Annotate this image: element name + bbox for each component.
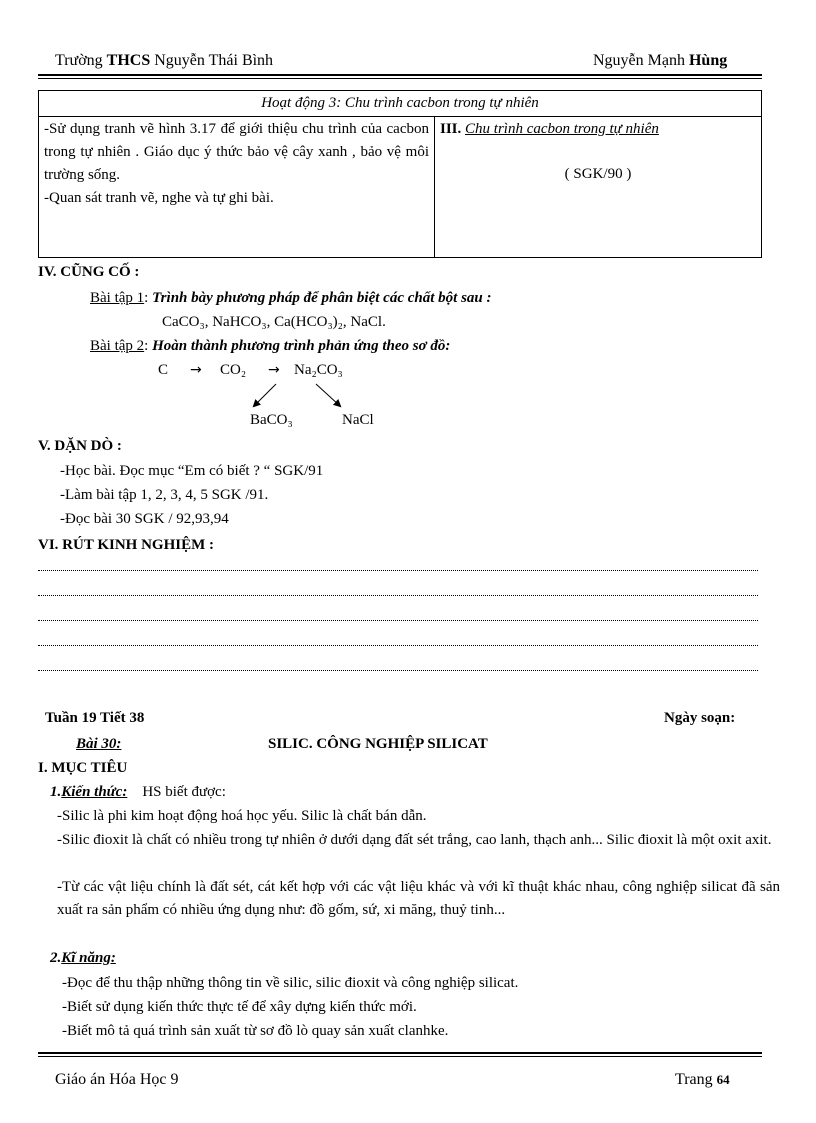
knowledge-item-2: -Silic đioxit là chất có nhiều trong tự nhiên ở dưới dạng đất sét trắng, cao lanh, thạch anh... Silic đioxit là một oxit axit. <box>57 832 772 848</box>
scheme-na2co3: Na₂CO₃ <box>294 362 343 378</box>
activity-table <box>38 90 762 258</box>
knowledge-item-3: -Từ các vật liệu chính là đất sét, cát kết hợp với các vật liệu khác và với kĩ thuật khác nhau, công nghiệp silicat đã sản xuất ra sản phẩm có nhiều ứng dụng như: đồ gốm, sứ, xi măng, thuỷ tinh... <box>57 879 780 918</box>
activity-left-p2: -Quan sát tranh vẽ, nghe và tự ghi bài. <box>44 190 274 206</box>
header-rule <box>38 74 762 76</box>
skills-item-3: -Biết mô tả quá trình sản xuất từ sơ đồ lò quay sản xuất clanhke. <box>62 1023 449 1039</box>
objectives-title: I. MỤC TIÊU <box>38 760 128 776</box>
teacher-student-activity <box>39 117 435 258</box>
activity-title: Hoạt động 3: Chu trình cacbon trong tự nhiên <box>39 91 762 117</box>
dando-item-2: -Làm bài tập 1, 2, 3, 4, 5 SGK /91. <box>60 487 269 503</box>
content-ref: ( SGK/90 ) <box>564 166 632 182</box>
date-label: Ngày soạn: <box>664 710 736 726</box>
footer-rule-thin <box>38 1056 762 1057</box>
knowledge-heading: 1.Kiến thức: HS biết được: <box>50 784 226 800</box>
arrow-to-baco3 <box>254 384 276 406</box>
dotted-line-4 <box>38 644 758 646</box>
section-dando-title: V. DẶN DÒ : <box>38 438 122 454</box>
dotted-line-1 <box>38 569 758 571</box>
content-heading: III. Chu trình cacbon trong tự nhiên <box>440 121 659 137</box>
arrow-to-nacl <box>316 384 340 406</box>
skills-heading: 2.Kĩ năng: <box>50 950 116 966</box>
page-number: Trang 64 <box>675 1071 730 1088</box>
author-name: Nguyễn Mạnh Hùng <box>593 52 728 69</box>
scheme-nacl: NaCl <box>342 412 374 428</box>
skills-item-2: -Biết sử dụng kiến thức thực tế để xây dựng kiến thức mới. <box>62 999 417 1015</box>
exercise-1-chemicals: CaCO₃, NaHCO₃, Ca(HCO₃)₂, NaCl. <box>162 314 386 330</box>
footer-left: Giáo án Hóa Học 9 <box>55 1071 179 1088</box>
footer-rule <box>38 1052 762 1054</box>
scheme-arrow-1: → <box>190 362 202 378</box>
content-cell <box>435 117 762 258</box>
scheme-baco3: BaCO₃ <box>250 412 293 428</box>
lesson-number: Bài 30: <box>76 736 122 752</box>
header-rule-thin <box>38 78 762 79</box>
lesson-title: SILIC. CÔNG NGHIỆP SILICAT <box>268 736 488 752</box>
scheme-branch-arrows <box>240 380 380 412</box>
activity-left-p1: -Sử dụng tranh vẽ hình 3.17 để giới thiệu chu trình của cacbon trong tự nhiên . Giáo dục ý thức bảo vệ cây xanh , bảo vệ môi trường sống. <box>44 121 429 183</box>
section-cungco-title: IV. CŨNG CỐ : <box>38 264 140 280</box>
school-name: Trường THCS Nguyễn Thái Bình <box>55 52 274 69</box>
knowledge-item-1: -Silic là phi kim hoạt động hoá học yếu. Silic là chất bán dẫn. <box>57 808 427 824</box>
exercise-2: Bài tập 2: Hoàn thành phương trình phản ứng theo sơ đồ: <box>90 338 451 354</box>
skills-item-1: -Đọc để thu thập những thông tin về silic, silic đioxit và công nghiệp silicat. <box>62 975 519 991</box>
dotted-line-2 <box>38 594 758 596</box>
section-rutkinh-title: VI. RÚT KINH NGHIỆM : <box>38 537 214 553</box>
scheme-arrow-2: → <box>268 362 280 378</box>
dotted-line-5 <box>38 669 758 671</box>
week-period: Tuần 19 Tiết 38 <box>45 710 145 726</box>
dando-item-3: -Đọc bài 30 SGK / 92,93,94 <box>60 511 229 527</box>
dotted-line-3 <box>38 619 758 621</box>
scheme-co2: CO₂ <box>220 362 247 378</box>
dando-item-1: -Học bài. Đọc mục “Em có biết ? “ SGK/91 <box>60 463 324 479</box>
scheme-c: C <box>158 362 169 378</box>
exercise-1: Bài tập 1: Trình bày phương pháp để phân biệt các chất bột sau : <box>90 290 492 306</box>
